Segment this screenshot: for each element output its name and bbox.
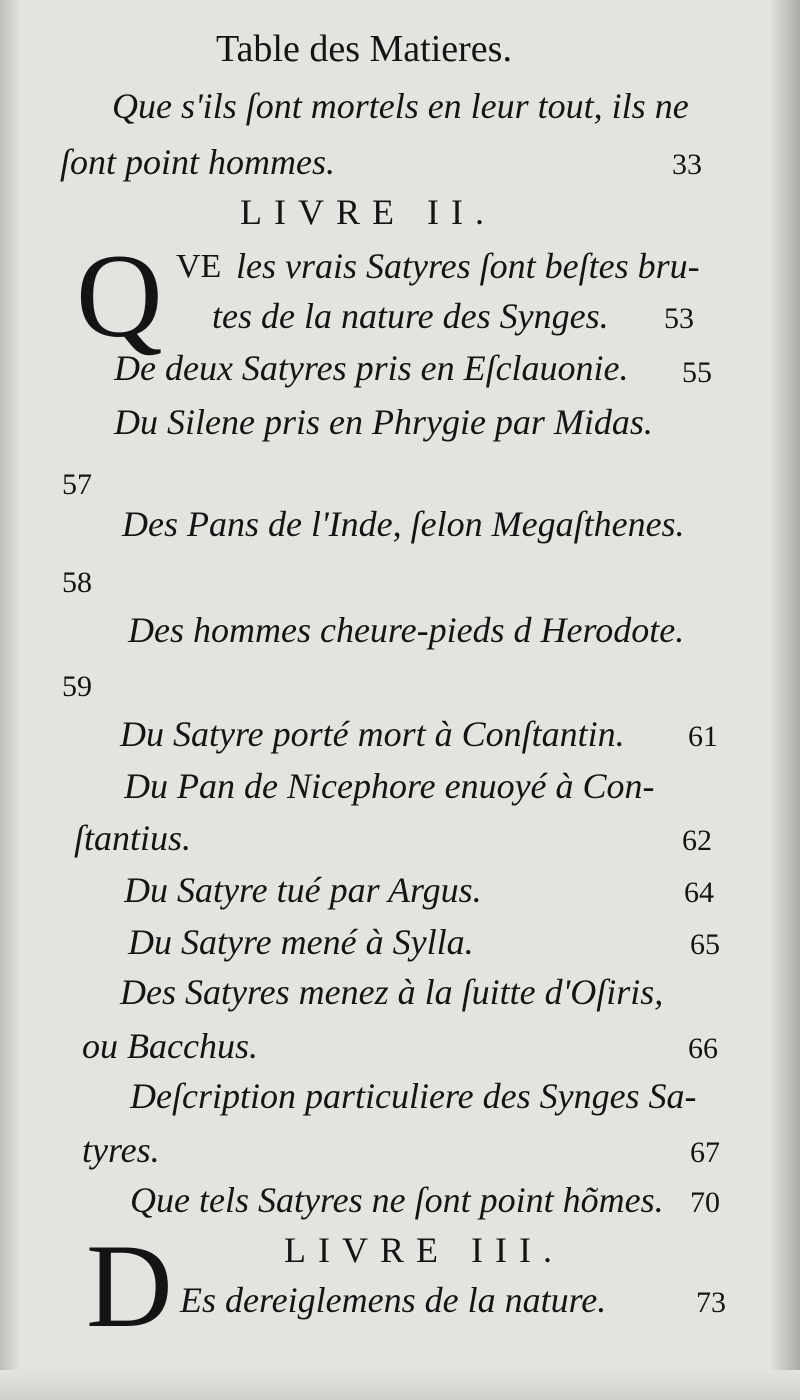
entry-2-line-2: tes de la nature des Synges. xyxy=(212,296,609,336)
entry-12-line-2: tyres. xyxy=(82,1130,160,1170)
entry-11-line-2: ou Bacchus. xyxy=(82,1026,258,1066)
drop-cap-q: Q xyxy=(76,229,163,362)
entry-3-text: De deux Satyres pris en Eſclauonie. xyxy=(114,348,629,388)
entry-9-page-number: 64 xyxy=(684,876,714,909)
drop-cap-d: D xyxy=(86,1219,173,1352)
livre-2-heading: LIVRE II. xyxy=(240,192,496,232)
entry-6-text: Des hommes cheure-pieds d Herodote. xyxy=(128,610,685,650)
entry-1-line-2: ſont point hommes. xyxy=(60,142,335,182)
entry-8-page-number: 62 xyxy=(682,824,712,857)
entry-12-line-1: Deſcription particuliere des Synges Sa- xyxy=(130,1076,697,1116)
running-head: Table des Matieres. xyxy=(216,28,512,70)
entry-1-page-number: 33 xyxy=(672,148,702,181)
page-edge-shadow-left xyxy=(0,0,20,1400)
page-edge-shadow-bottom xyxy=(0,1370,800,1400)
entry-12-page-number: 67 xyxy=(690,1136,720,1169)
entry-5-text: Des Pans de l'Inde, ſelon Megaſthenes. xyxy=(122,504,685,544)
entry-8-line-1: Du Pan de Nicephore enuoyé à Con- xyxy=(124,766,655,806)
entry-11-line-1: Des Satyres menez à la ſuitte d'Oſiris, xyxy=(120,972,664,1012)
entry-6-page-number: 59 xyxy=(62,670,92,703)
entry-13-page-number: 70 xyxy=(690,1186,720,1219)
entry-1-line-1: Que s'ils ſont mortels en leur tout, ils ne xyxy=(112,86,689,126)
entry-9-text: Du Satyre tué par Argus. xyxy=(124,870,482,910)
entry-13-text: Que tels Satyres ne ſont point hõmes. xyxy=(130,1180,664,1220)
entry-3-page-number: 55 xyxy=(682,356,712,389)
entry-8-line-2: ſtantius. xyxy=(74,818,192,858)
entry-5-page-number: 58 xyxy=(62,566,92,599)
entry-14-page-number: 73 xyxy=(696,1286,726,1319)
livre-3-heading: LIVRE III. xyxy=(284,1230,564,1270)
page-edge-shadow-right xyxy=(770,0,800,1400)
entry-10-text: Du Satyre mené à Sylla. xyxy=(128,922,474,962)
entry-2-page-number: 53 xyxy=(664,302,694,335)
entry-10-page-number: 65 xyxy=(690,928,720,961)
entry-14-text: Es dereiglemens de la nature. xyxy=(180,1280,607,1320)
entry-2-line-1: les vrais Satyres ſont beſtes bru- xyxy=(236,246,700,286)
entry-2-lead-caps: VE xyxy=(176,248,222,285)
entry-4-text: Du Silene pris en Phrygie par Midas. xyxy=(114,402,653,442)
entry-7-text: Du Satyre porté mort à Conſtantin. xyxy=(120,714,625,754)
entry-4-page-number: 57 xyxy=(62,468,92,501)
entry-11-page-number: 66 xyxy=(688,1032,718,1065)
entry-7-page-number: 61 xyxy=(688,720,718,753)
